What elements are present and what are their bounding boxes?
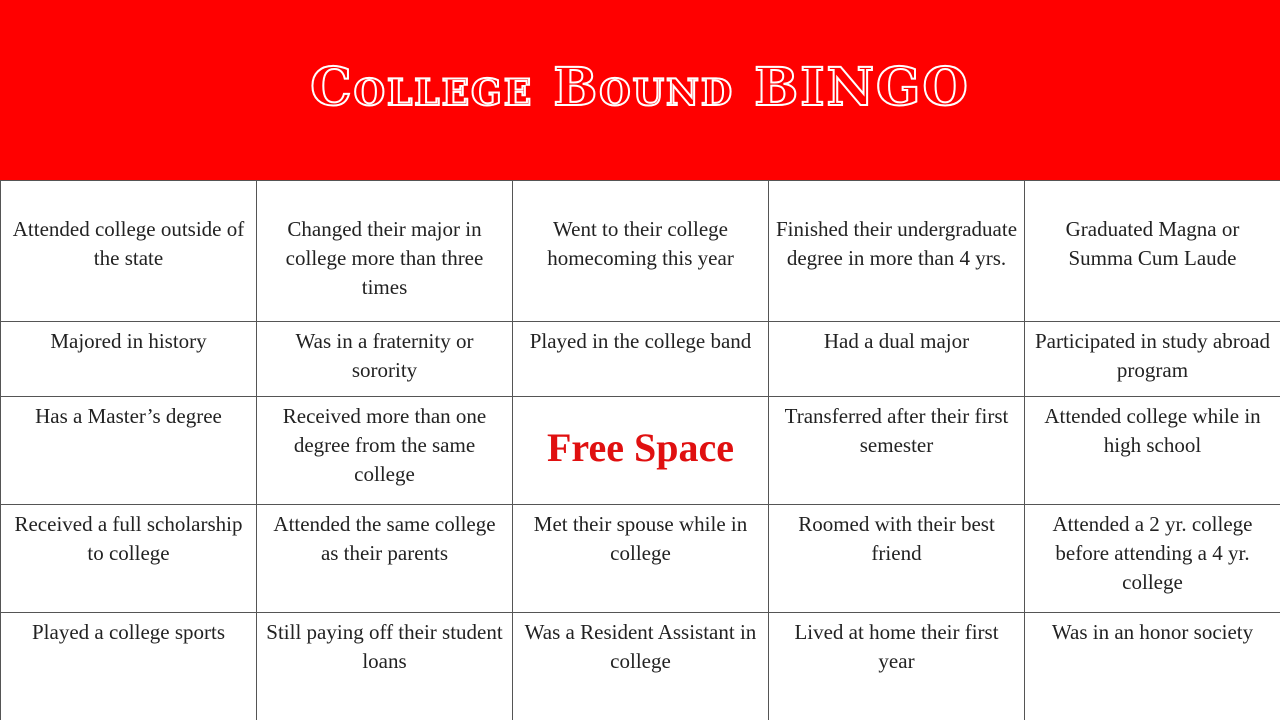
bingo-cell[interactable] — [769, 613, 1025, 720]
cell-text: Finished their undergraduate degree in more than 4 yrs. — [775, 217, 1018, 270]
bingo-cell[interactable] — [1025, 613, 1280, 720]
cell-text: Attended the same college as their parents — [273, 512, 496, 565]
cell-text: Was in an honor society — [1051, 620, 1254, 644]
bingo-grid — [0, 180, 1280, 720]
cell-text: Was in a fraternity or sorority — [295, 329, 474, 382]
bingo-cell[interactable] — [513, 613, 769, 720]
bingo-row-4 — [1, 505, 1280, 613]
cell-text: Attended college outside of the state — [12, 217, 245, 270]
bingo-cell[interactable] — [1025, 397, 1280, 505]
cell-text: Lived at home their first year — [794, 620, 999, 673]
bingo-cell[interactable] — [257, 181, 513, 322]
cell-text: Participated in study abroad program — [1034, 329, 1271, 382]
bingo-cell[interactable] — [1, 322, 257, 397]
bingo-cell[interactable] — [1025, 505, 1280, 613]
bingo-cell[interactable] — [513, 505, 769, 613]
bingo-cell[interactable] — [257, 613, 513, 720]
cell-text: Played a college sports — [31, 620, 226, 644]
cell-text: Went to their college homecoming this year — [547, 217, 734, 270]
header-banner — [0, 0, 1280, 180]
cell-text: Received a full scholarship to college — [14, 512, 243, 565]
bingo-row-3 — [1, 397, 1280, 505]
cell-text: Transferred after their first semester — [784, 404, 1009, 457]
cell-text: Had a dual major — [823, 329, 970, 353]
bingo-cell[interactable] — [769, 322, 1025, 397]
cell-text: Roomed with their best friend — [798, 512, 995, 565]
bingo-cell[interactable] — [1, 181, 257, 322]
bingo-cell[interactable] — [1025, 181, 1280, 322]
bingo-cell[interactable] — [257, 397, 513, 505]
bingo-cell[interactable] — [1, 505, 257, 613]
cell-text: Attended a 2 yr. college before attending a 4 yr. college — [1052, 512, 1253, 594]
cell-text: Met their spouse while in college — [533, 512, 748, 565]
cell-text: Changed their major in college more than three times — [285, 217, 484, 299]
bingo-cell[interactable] — [513, 322, 769, 397]
bingo-cell[interactable] — [257, 322, 513, 397]
bingo-row-1 — [1, 181, 1280, 322]
cell-text: Has a Master’s degree — [35, 404, 222, 428]
cell-text: Majored in history — [50, 329, 207, 353]
cell-text: Was a Resident Assistant in college — [524, 620, 757, 673]
cell-text: Graduated Magna or Summa Cum Laude — [1065, 217, 1240, 270]
bingo-cell[interactable] — [1, 397, 257, 505]
cell-text: Still paying off their student loans — [266, 620, 503, 673]
page-title: College Bound BINGO — [310, 56, 970, 118]
cell-text: Received more than one degree from the same college — [282, 404, 487, 486]
bingo-cell[interactable] — [769, 397, 1025, 505]
bingo-cell[interactable] — [769, 505, 1025, 613]
bingo-row-2 — [1, 322, 1280, 397]
free-space-cell[interactable] — [513, 397, 769, 505]
free-space-label: Free Space — [547, 424, 734, 470]
cell-text: Attended college while in high school — [1044, 404, 1261, 457]
bingo-cell[interactable] — [513, 181, 769, 322]
bingo-cell[interactable] — [769, 181, 1025, 322]
bingo-cell[interactable] — [1, 613, 257, 720]
cell-text: Played in the college band — [529, 329, 752, 353]
bingo-cell[interactable] — [257, 505, 513, 613]
bingo-cell[interactable] — [1025, 322, 1280, 397]
bingo-row-5 — [1, 613, 1280, 720]
